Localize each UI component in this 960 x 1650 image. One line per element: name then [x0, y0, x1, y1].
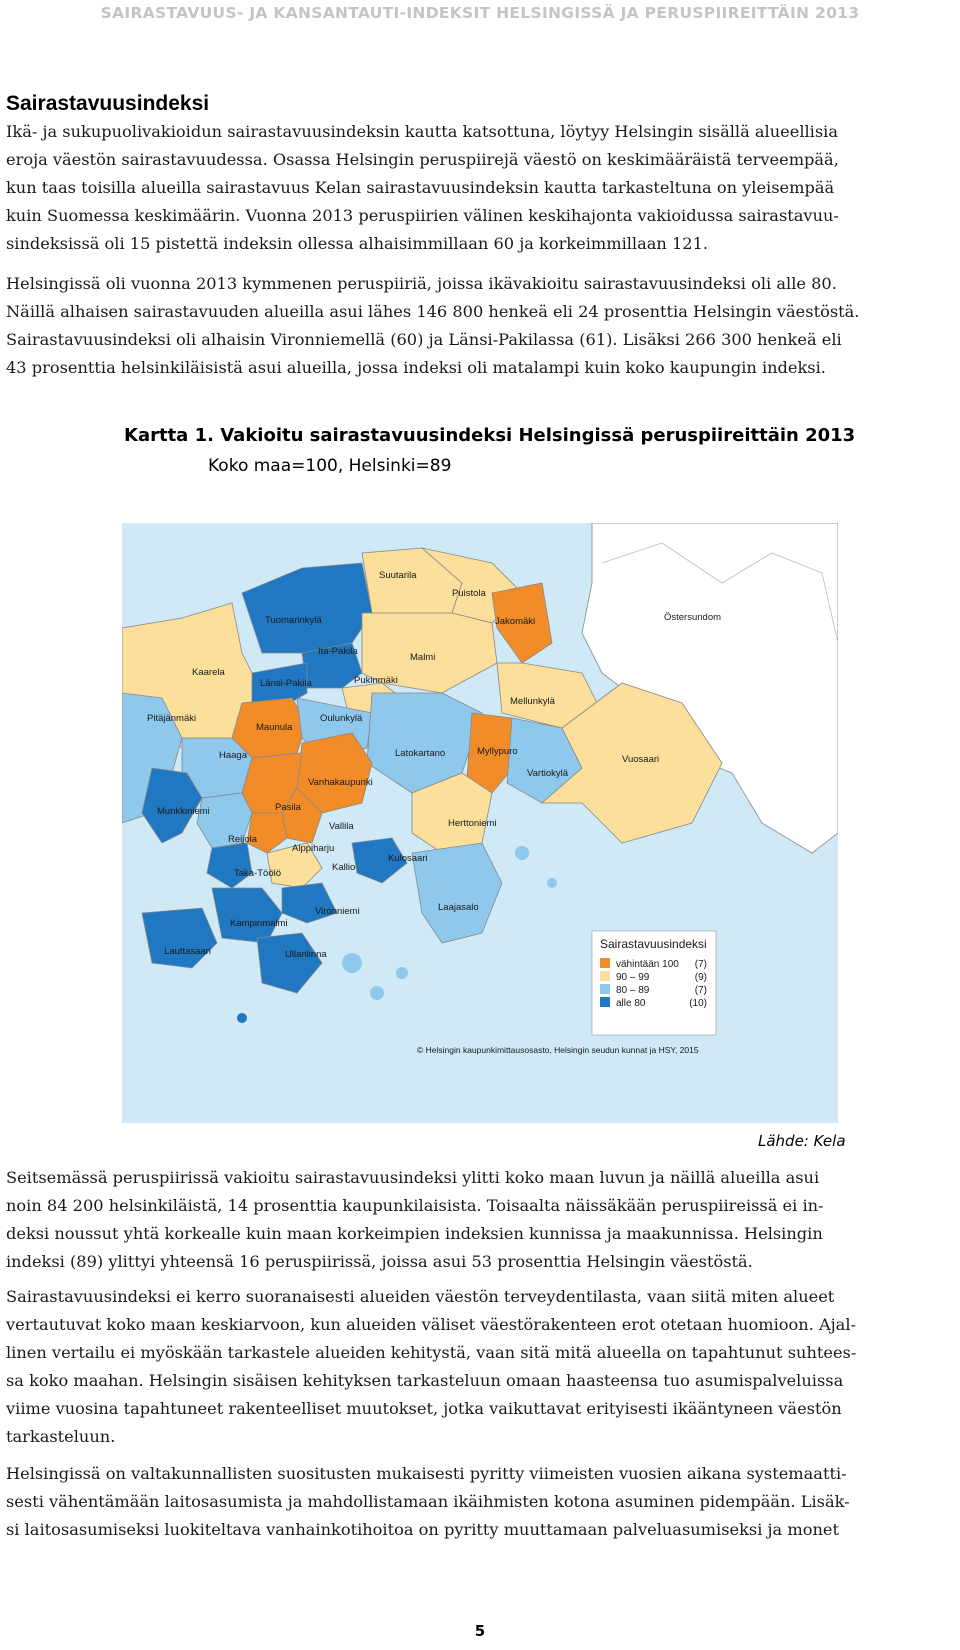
text-line: kun taas toisilla alueilla sairastavuus Kelan sairastavuusindeksin kautta tarkasteltuna on yleisempää [6, 178, 835, 197]
label-pukinmaki: Pukinmäki [354, 675, 398, 686]
island [370, 986, 384, 1000]
legend-swatch [600, 984, 610, 994]
text-line: sesti vähentämään laitosasumista ja mahdollistamaan ikäihmisten kotona asuminen pidempään. Lisäk- [6, 1492, 850, 1511]
label-vironniemi: Vironniemi [315, 906, 360, 917]
legend-count: (10) [689, 998, 707, 1009]
label-kulosaari: Kulosaari [388, 853, 428, 864]
text-line: noin 84 200 helsinkiläistä, 14 prosenttia kaupunkilaisista. Toisaalta näissäkään peruspiireissä ei in- [6, 1196, 824, 1215]
text-line: sa koko maahan. Helsingin sisäisen kehityksen tarkasteluun omaan haasteensa tuo asumispalveluissa [6, 1371, 844, 1390]
label-latokartano: Latokartano [395, 748, 446, 759]
label-lauttasaari: Lauttasaari [164, 946, 212, 957]
intro-paragraph [6, 118, 952, 258]
legend-label: 90 – 99 [616, 972, 650, 983]
label-taka-toolo: Taka-Töölö [234, 868, 281, 879]
text-line: Sairastavuusindeksi ei kerro suoranaisesti alueiden väestön terveydentilasta, vaan siitä miten alueet [6, 1287, 835, 1306]
label-haaga: Haaga [219, 750, 247, 761]
text-line: si laitosasumiseksi luokiteltava vanhainkotihoitoa on pyritty muuttamaan palveluasumiseksi ja monet [6, 1520, 839, 1539]
text-line: kuin Suomessa keskimäärin. Vuonna 2013 peruspiirien välinen keskihajonta vakioidussa sairastavuu- [6, 206, 839, 225]
text-line: linen vertailu ei myöskään tarkastele alueiden kehitystä, vaan sitä mitä alueella on tapahtunut suhtees- [6, 1343, 857, 1362]
label-pitajanmaki: Pitäjänmäki [147, 713, 197, 724]
label-ita-pakila: Itä-Pakila [318, 646, 358, 657]
label-pasila: Pasila [275, 802, 301, 813]
text-line: 43 prosenttia helsinkiläisistä asui alueilla, jossa indeksi oli matalampi kuin koko kaupungin indeksi. [6, 358, 826, 377]
text-line: Ikä- ja sukupuolivakioidun sairastavuusindeksin kautta katsottuna, löytyy Helsingin sisällä alueellisia [6, 122, 838, 141]
text-line: eroja väestön sairastavuudessa. Osassa Helsingin peruspiirejä väestö on keskimääräistä terveempää, [6, 150, 839, 169]
legend-title: Sairastavuusindeksi [600, 937, 707, 951]
text-line: tarkasteluun. [6, 1427, 116, 1446]
choropleth-map [122, 523, 838, 1123]
label-herttoniemi: Herttoniemi [448, 818, 497, 829]
map-caption-title: Kartta 1. Vakioitu sairastavuusindeksi Helsingissä peruspiireittäin 2013 [124, 425, 856, 446]
label-vuosaari: Vuosaari [622, 754, 660, 765]
text-line: viime vuosina tapahtuneet rakenteelliset muutokset, jotka vaikuttavat erityisesti ikääntyneen väestön [6, 1399, 842, 1418]
label-munkkiniemi: Munkkiniemi [157, 806, 210, 817]
legend-count: (7) [694, 959, 707, 970]
label-reijola: Reijola [228, 834, 258, 845]
label-kallio: Kallio [332, 862, 356, 873]
legend-count: (7) [694, 985, 707, 996]
map-copyright: © Helsingin kaupunkimittausosasto, Helsingin seudun kunnat ja HSY, 2015 [417, 1045, 699, 1055]
running-header: SAIRASTAVUUS- JA KANSANTAUTI-INDEKSIT HELSINGISSÄ JA PERUSPIIREITTÄIN 2013 [100, 4, 860, 22]
page-number: 5 [474, 1622, 486, 1640]
legend-label: alle 80 [616, 998, 646, 1009]
body-paragraph [6, 1460, 952, 1544]
section-title: Sairastavuusindeksi [6, 92, 210, 115]
text-line: Seitsemässä peruspiirissä vakioitu sairastavuusindeksi ylitti koko maan luvun ja näillä alueilla asui [6, 1168, 820, 1187]
label-jakomaki: Jakomäki [495, 616, 536, 627]
island [237, 1013, 247, 1023]
text-line: Helsingissä oli vuonna 2013 kymmenen peruspiiriä, joissa ikävakioitu sairastavuusindeksi oli alle 80. [6, 274, 837, 293]
label-alppiharju: Alppiharju [292, 843, 335, 854]
body-paragraph [6, 1283, 952, 1451]
text-line: deksi noussut yhtä korkealle kuin maan korkeimpien indeksien kunnissa ja maakunnissa. Helsingin [6, 1224, 823, 1243]
island [515, 846, 529, 860]
text-line: vertautuvat koko maan keskiarvoon, kun alueiden väliset väestörakenteen erot otetaan huomioon. Ajal- [6, 1315, 856, 1334]
label-ostersundom: Östersundom [664, 612, 722, 623]
text-line: sindeksissä oli 15 pistettä indeksin ollessa alhaisimmillaan 60 ja korkeimmillaan 121. [6, 234, 709, 253]
legend-label: vähintään 100 [616, 959, 679, 970]
text-line: Näillä alhaisen sairastavuuden alueilla asui lähes 146 800 henkeä eli 24 prosenttia Helsingin väestöstä. [6, 302, 860, 321]
island [396, 967, 408, 979]
label-mellunkyla: Mellunkylä [510, 696, 555, 707]
label-vartiokyla: Vartiokylä [527, 768, 569, 779]
legend-swatch [600, 958, 610, 968]
island [547, 878, 557, 888]
label-lansi-pakila: Länsi-Pakila [260, 678, 312, 689]
text-line: Sairastavuusindeksi oli alhaisin Vironniemellä (60) ja Länsi-Pakilassa (61). Lisäksi 266 300 henkeä eli [6, 330, 842, 349]
legend-count: (9) [694, 972, 707, 983]
label-suutarila: Suutarila [379, 570, 417, 581]
legend-label: 80 – 89 [616, 985, 650, 996]
label-puistola: Puistola [452, 588, 486, 599]
label-malmi: Malmi [410, 652, 436, 663]
text-line: Helsingissä on valtakunnallisten suositusten mukaisesti pyritty viimeisten vuosien aikana systemaatti- [6, 1464, 847, 1483]
label-kampinmalmi: Kampinmalmi [230, 918, 288, 929]
low-index-paragraph [6, 270, 952, 382]
label-myllypuro: Myllypuro [477, 746, 518, 757]
label-ullanlinna: Ullanlinna [285, 949, 327, 960]
map-source: Lähde: Kela [758, 1132, 846, 1150]
body-paragraph [6, 1164, 952, 1276]
label-laajasalo: Laajasalo [438, 902, 479, 913]
island [342, 953, 362, 973]
label-vanhakaupunki: Vanhakaupunki [308, 777, 373, 788]
text-line: indeksi (89) ylittyi yhteensä 16 peruspiirissä, joissa asui 53 prosenttia Helsingin väestöstä. [6, 1252, 753, 1271]
label-kaarela: Kaarela [192, 667, 225, 678]
map-legend [592, 931, 716, 1035]
legend-swatch [600, 997, 610, 1007]
map-caption-subtitle: Koko maa=100, Helsinki=89 [208, 456, 452, 476]
label-vallila: Vallila [329, 821, 354, 832]
map-svg [122, 523, 838, 1123]
label-oulunkyla: Oulunkylä [320, 713, 363, 724]
legend-swatch [600, 971, 610, 981]
label-maunula: Maunula [256, 722, 293, 733]
label-tuomarinkyla: Tuomarinkylä [265, 615, 322, 626]
